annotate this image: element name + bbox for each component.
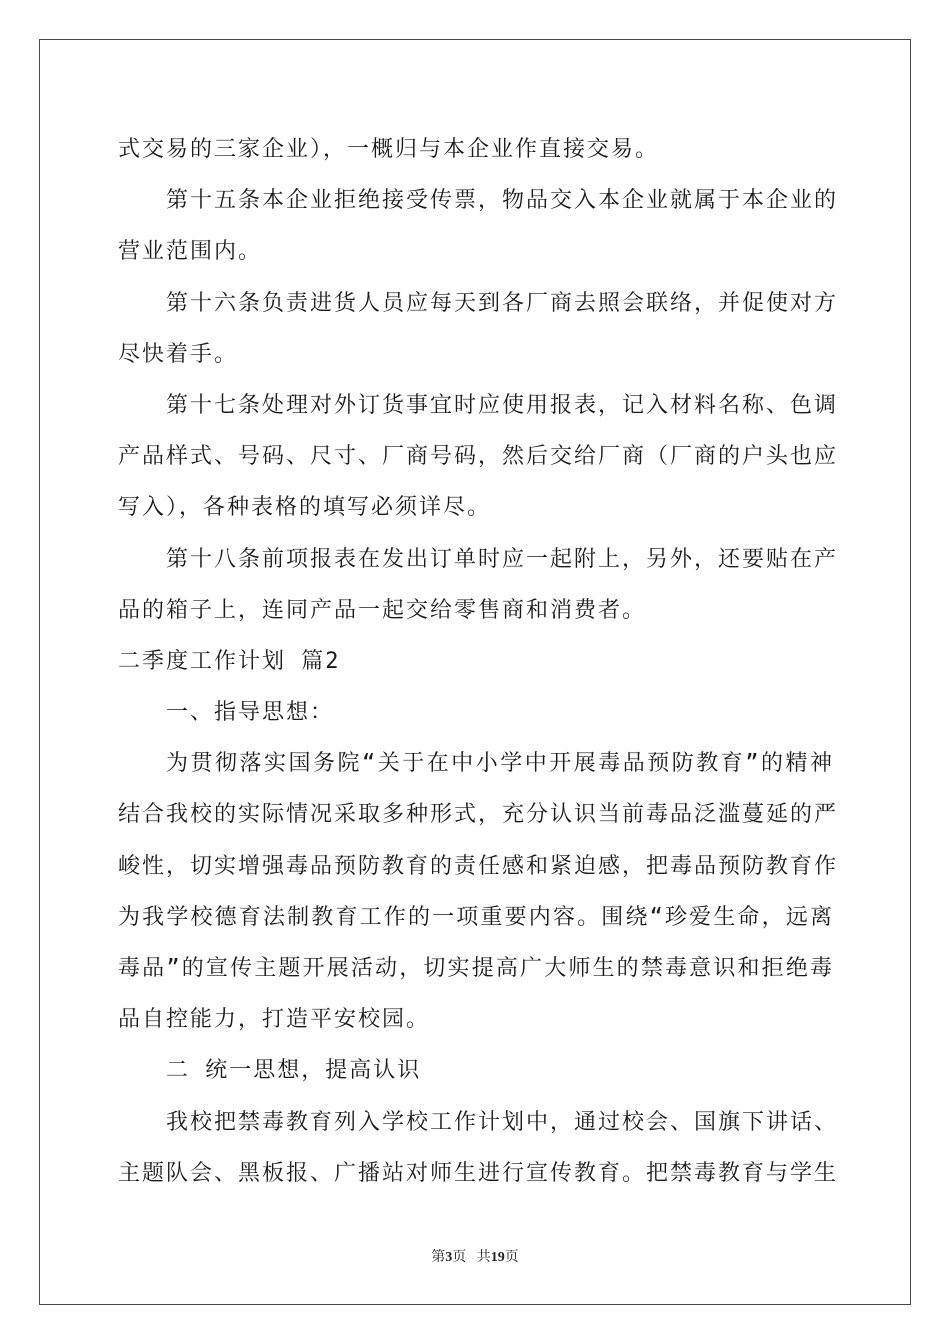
text-line: 为我学校德育法制教育工作的一项重要内容。围绕“珍爱生命，远离	[118, 904, 834, 930]
text-line: 式交易的三家企业），一概归与本企业作直接交易。	[118, 137, 660, 162]
text-line: 写入），各种表格的填写必须详尽。	[118, 495, 492, 521]
footer-page-suffix: 页	[452, 1250, 467, 1265]
text-line: 结合我校的实际情况采取多种形式，充分认识当前毒品泛滥蔓延的严	[118, 802, 839, 828]
footer-page-number: 3	[445, 1250, 453, 1265]
text-line: 品自控能力，打造平安校园。	[118, 1007, 431, 1033]
text-line: 峻性，切实增强毒品预防教育的责任感和紧迫感，把毒品预防教育作	[118, 853, 839, 879]
text-line: 一、指导思想：	[166, 700, 335, 726]
text-line: 毒品”的宣传主题开展活动，切实提高广大师生的禁毒意识和拒绝毒	[118, 956, 834, 981]
text-line: 第十五条本企业拒绝接受传票，物品交入本企业就属于本企业的	[166, 188, 839, 214]
text-line: 尽快着手。	[118, 341, 239, 367]
footer-total-prefix: 共	[476, 1250, 491, 1265]
text-line: 品的箱子上，连同产品一起交给零售商和消费者。	[118, 597, 647, 623]
page-footer	[0, 1246, 950, 1266]
text-line: 为贯彻落实国务院“关于在中小学中开展毒品预防教育”的精神	[166, 751, 834, 777]
text-line: 营业范围内。	[118, 239, 263, 265]
text-line: 我校把禁毒教育列入学校工作计划中，通过校会、国旗下讲话、	[166, 1109, 839, 1135]
text-line: 产品样式、号码、尺寸、厂商号码，然后交给厂商（厂商的户头也应	[118, 444, 839, 470]
text-line: 主题队会、黑板报、广播站对师生进行宣传教育。把禁毒教育与学生	[118, 1160, 839, 1186]
document-body	[118, 124, 839, 1199]
text-line: 第十八条前项报表在发出订单时应一起附上，另外，还要贴在产	[166, 546, 839, 572]
text-line: 第十七条处理对外订货事宜时应使用报表，记入材料名称、色调	[166, 392, 839, 418]
footer-total-pages: 19	[490, 1250, 505, 1265]
footer-total-suffix: 页	[504, 1250, 519, 1265]
text-line: 二季度工作计划 篇2	[118, 648, 341, 674]
text-line: 第十六条负责进货人员应每天到各厂商去照会联络，并促使对方	[166, 290, 839, 316]
text-line: 二 统一思想，提高认识	[166, 1058, 422, 1084]
footer-page-prefix: 第	[431, 1250, 446, 1265]
